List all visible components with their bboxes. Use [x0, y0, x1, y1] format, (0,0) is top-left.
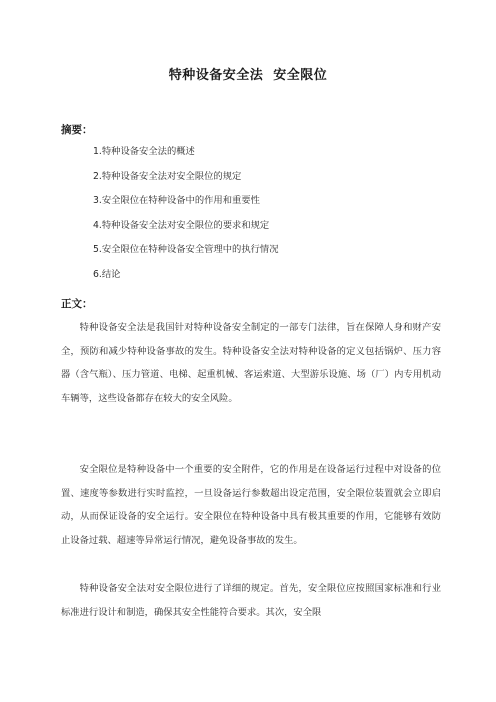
summary-list	[93, 145, 279, 292]
summary-item: 3.安全限位在特种设备中的作用和重要性	[93, 195, 260, 206]
summary-item: 2.特种设备安全法对安全限位的规定	[93, 170, 242, 182]
body-heading: 正文：	[61, 298, 93, 310]
summary-item: 6.结论	[93, 268, 121, 280]
summary-item: 4.特种设备安全法对安全限位的要求和规定	[93, 219, 270, 231]
body-paragraph: 特种设备安全法是我国针对特种设备安全制定的一部专门法律，旨在保障人身和财产安全，预防和减少特种设备事故的发生。特种设备安全法对特种设备的定义包括锅炉、压力容器（含气瓶）、压力管道、电梯、起重机械、客运索道、大型游乐设施、场（厂）内专用机动车辆等，这些设备都存在较大的安全风险。	[61, 322, 441, 404]
body-paragraph: 安全限位是特种设备中一个重要的安全附件，它的作用是在设备运行过程中对设备的位置、速度等参数进行实时监控，一旦设备运行参数超出设定范围，安全限位装置就会立即启动，从而保证设备的安全运行。安全限位在特种设备中具有极其重要的作用，它能够有效防止设备过载、超速等异常运行情况，避免设备事故的发生。	[61, 464, 441, 546]
body-paragraph: 特种设备安全法对安全限位进行了详细的规定。首先，安全限位应按照国家标准和行业标准进行设计和制造，确保其安全性能符合要求。其次，安全限	[61, 583, 441, 618]
summary-item: 5.安全限位在特种设备安全管理中的执行情况	[93, 244, 279, 255]
abstract-heading: 摘要：	[61, 124, 93, 136]
document-title: 特种设备安全法 安全限位	[168, 68, 328, 83]
summary-item: 1.特种设备安全法的概述	[93, 146, 195, 157]
